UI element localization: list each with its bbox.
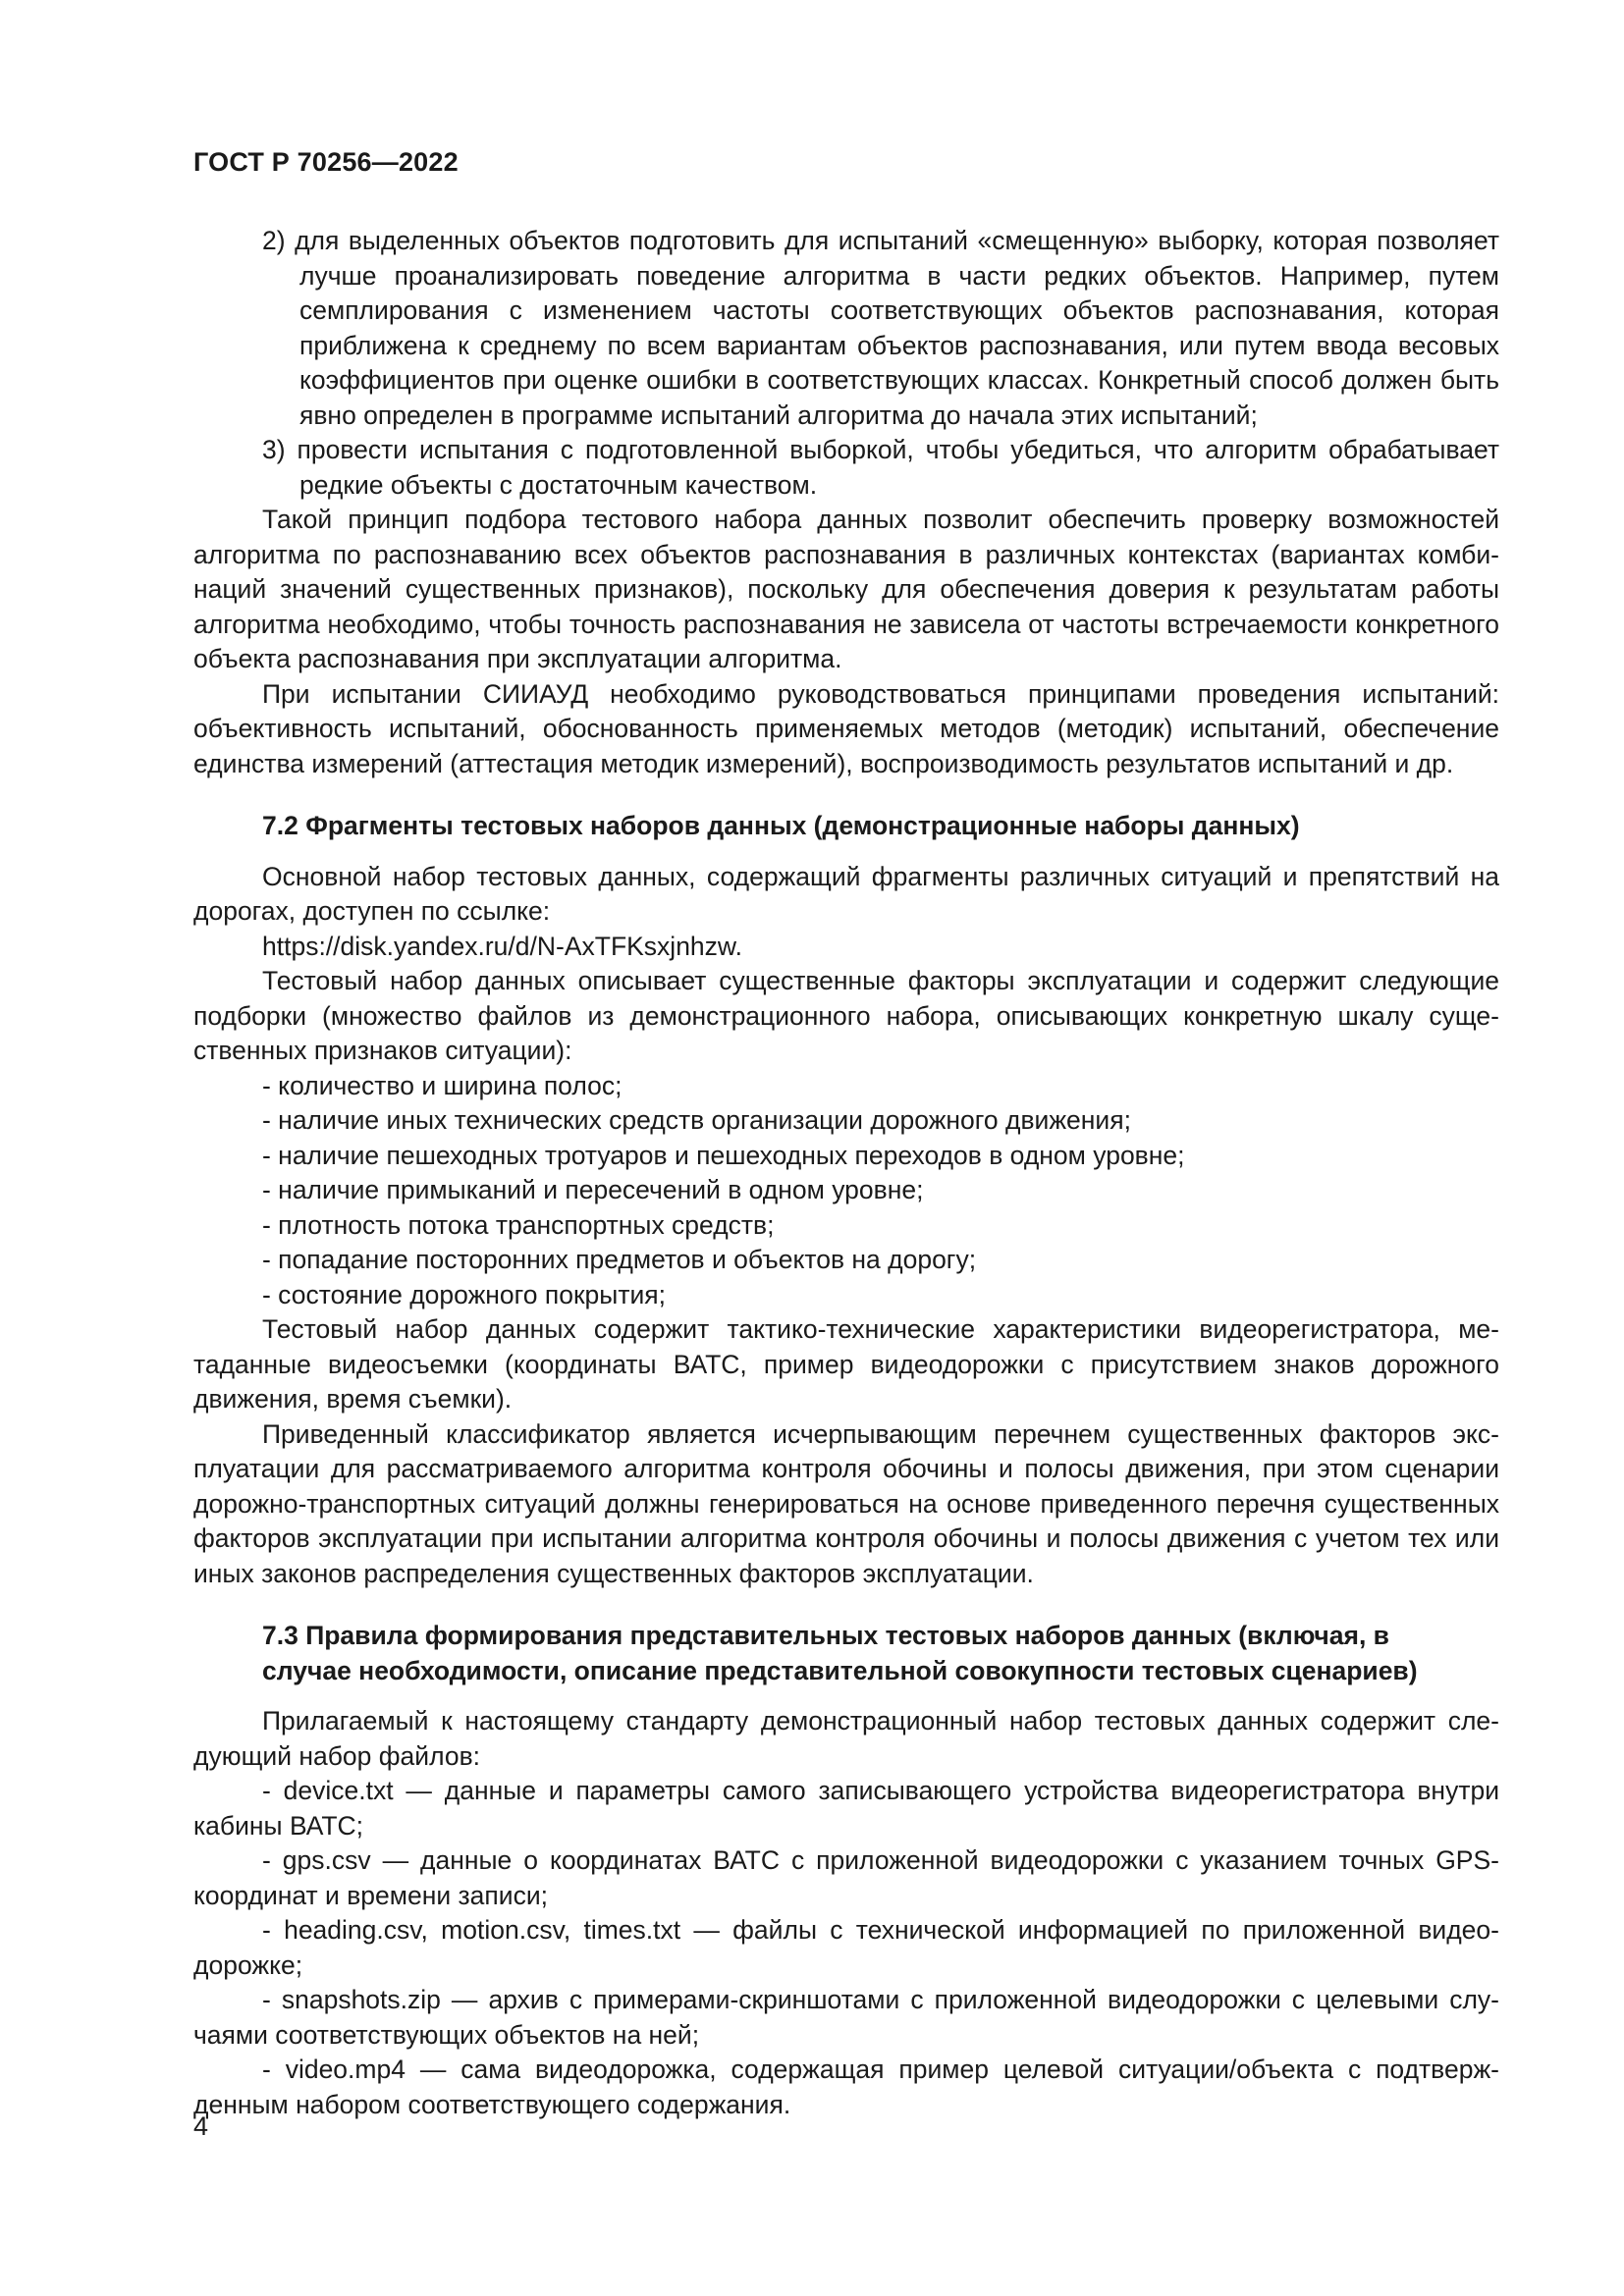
list-item-text: для выделенных объектов подготовить для испытаний «смещенную» выборку, которая позволяет лучше проанализировать поведение алгоритма в части редких объектов. Например, путем семплирования с изменением частоты соответствующих объектов распознавания, которая приближена к среднему по всем вариантам объектов распознавания, или путем ввода весовых коэффициентов при оценке ошибки в соответствующих классах. Конкретный способ должен быть явно определен в программе испытаний алгоритма до начала этих испытаний; (295, 226, 1499, 430)
list-item-text: провести испытания с подготовленной выборкой, чтобы убедиться, что алгоритм обрабатывает редкие объекты с достаточным качеством. (297, 435, 1499, 500)
paragraph-files-intro: Прилагаемый к настоящему стандарту демонстрационный набор тестовых данных содержит следующий набор файлов: (193, 1706, 1499, 1771)
file-list-item: - gps.csv — данные о координатах ВАТС с приложенной видеодорожки с указанием точных GPS-координат и времени записи; (193, 1845, 1499, 1910)
paragraph-classifier: Приведенный классификатор является исчерпывающим перечнем существенных факторов эксплуатации для рассматриваемого алгоритма контроля обочины и полосы движения, при этом сценарии дорожно-транспортных ситуаций должны генерироваться на основе приведенного перечня существенных факторов эксплуатации при испытании алгоритма контроля обочины и полосы движения с учетом тех или иных законов распределения существенных факторов эксплуатации. (193, 1418, 1499, 1588)
page-body (193, 224, 1499, 2122)
list-item: - попадание посторонних предметов и объектов на дорогу; (262, 1245, 977, 1274)
list-item: - количество и ширина полос; (262, 1070, 623, 1100)
document-code-header: ГОСТ Р 70256—2022 (193, 147, 459, 177)
list-item-2 (193, 224, 1499, 433)
list-item: - плотность потока транспортных средств; (262, 1209, 775, 1240)
list-item: - наличие иных технических средств организации дорожного движения; (262, 1105, 1131, 1135)
paragraph-testing-principles: При испытании СИИАУД необходимо руководствоваться принципами проведения испытаний: объективность испытаний, обоснованность применяемых методов (методик) испытаний, обеспечение единства измерений (аттестация методик измерений), воспроизводимость результатов испытаний и др. (193, 678, 1499, 778)
paragraph-dataset-intro: Основной набор тестовых данных, содержащий фрагменты различных ситуаций и препятствий на дорогах, доступен по ссылке: (193, 861, 1499, 926)
paragraph-dataset-metadata: Тестовый набор данных содержит тактико-технические характеристики видеорегистратора, метаданные видеосъемки (координаты ВАТС, пример видеодорожки с присутствием знаков дорожного движения, время съемки). (193, 1314, 1499, 1414)
file-list-item: - heading.csv, motion.csv, times.txt — файлы с технической информацией по приложенной видеодорожке; (193, 1915, 1499, 1980)
list-item: - наличие примыканий и пересечений в одном уровне; (262, 1175, 924, 1204)
list-item: - наличие пешеходных тротуаров и пешеходных переходов в одном уровне; (262, 1140, 1185, 1170)
dataset-link[interactable]: https://disk.yandex.ru/d/N-AxTFKsxjnhzw. (262, 931, 742, 961)
list-marker: 3) (262, 435, 286, 464)
file-list-item: - snapshots.zip — архив с примерами-скриншотами с приложенной видеодорожки с целевыми случаями соответствующих объектов на ней; (193, 1985, 1499, 2050)
file-list-item: - device.txt — данные и параметры самого записывающего устройства видеорегистратора внутри кабины ВАТС; (193, 1776, 1499, 1841)
section-heading-7-3 (193, 1619, 1499, 1688)
page-number: 4 (193, 2111, 209, 2141)
paragraph-selection-principle: Такой принцип подбора тестового набора данных позволит обеспечить проверку возможностей алгоритма по распознаванию всех объектов распознавания в различных контекстах (вариантах комбинаций значений существенных признаков), поскольку для обеспечения доверия к результатам работы алгоритма необходимо, чтобы точность распознавания не зависела от частоты встречаемости конкретного объекта распознавания при эксплуатации алгоритма. (193, 505, 1499, 673)
section-heading-7-2: 7.2 Фрагменты тестовых наборов данных (демонстрационные наборы данных) (262, 811, 1300, 840)
list-item-3 (193, 433, 1499, 503)
file-list-item: - video.mp4 — сама видеодорожка, содержащая пример целевой ситуации/объекта с подтвержденным набором соответствующего содержания. (193, 2055, 1499, 2119)
heading-line: 7.3 Правила формирования представительных тестовых наборов данных (включая, в (262, 1621, 1389, 1650)
list-item: - состояние дорожного покрытия; (262, 1279, 666, 1309)
list-marker: 2) (262, 226, 286, 255)
paragraph-dataset-description: Тестовый набор данных описывает существенные факторы эксплуатации и содержит следующие подборки (множество файлов из демонстрационного набора, описывающих конкретную шкалу существенных признаков ситуации): (193, 966, 1499, 1065)
heading-line: случае необходимости, описание представительной совокупности тестовых сценариев) (262, 1655, 1418, 1685)
